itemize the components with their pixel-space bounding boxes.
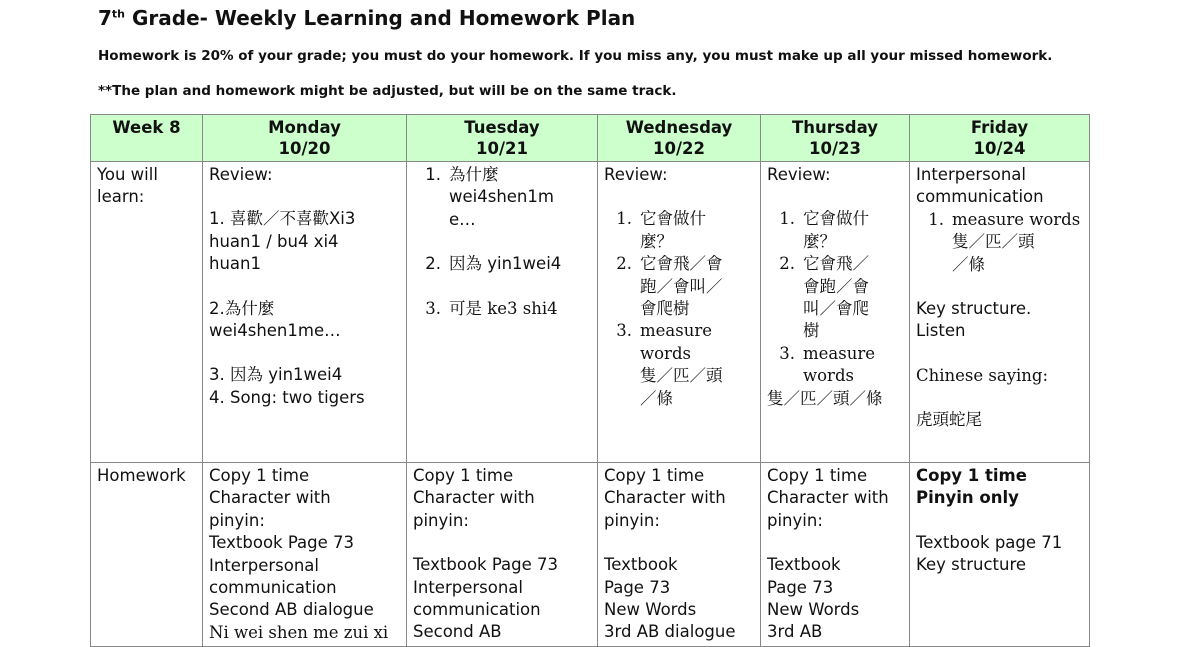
list-item: 2. 它會飛／會 跑／會叫／ 會爬樹 — [616, 254, 723, 319]
table-header-row — [91, 115, 1090, 162]
page-title: 7th Grade- Weekly Learning and Homework Plan — [98, 6, 636, 30]
list-item: 1. 為什麼 wei4shen1m e… — [425, 165, 554, 229]
header-week: Week 8 — [91, 115, 203, 162]
list-item: 3. 可是 ke3 shi4 — [425, 298, 558, 318]
learn-wednesday: Review: 1. 它會做什 麼？ 2. 它會飛／會 跑／會叫／ 會爬樹 3. measure words 隻／匹／頭 ／條 — [598, 162, 761, 463]
header-tuesday: Tuesday 10/21 — [407, 115, 598, 162]
header-friday: Friday 10/24 — [910, 115, 1090, 162]
list-item: 1. 它會做什 麼？ — [616, 209, 706, 251]
homework-tuesday: Copy 1 time Character with pinyin: Textbook Page 73 Interpersonal communication Second AB — [407, 463, 598, 647]
header-wednesday: Wednesday 10/22 — [598, 115, 761, 162]
homework-label: Homework — [91, 463, 203, 647]
homework-monday: Copy 1 time Character with pinyin: Textbook Page 73 Interpersonal communication Second AB dialogue Ni wei shen me zui xi — [203, 463, 407, 647]
weekly-plan-table — [90, 114, 1090, 647]
grade-note: Homework is 20% of your grade; you must do your homework. If you miss any, you must make up all your missed homework. — [98, 48, 1053, 64]
homework-thursday: Copy 1 time Character with pinyin: Textbook Page 73 New Words 3rd AB — [761, 463, 910, 647]
learn-friday: Interpersonal communication 1. measure words 隻／匹／頭 ／條 Key structure. Listen Chinese saying: 虎頭蛇尾 — [910, 162, 1090, 463]
list-item: 3. measure words — [779, 343, 875, 386]
learn-tuesday — [407, 162, 598, 463]
homework-friday: Copy 1 time Pinyin only Textbook page 71 Key structure — [910, 463, 1090, 647]
list-item: 1. measure words 隻／匹／頭 ／條 — [928, 209, 1081, 274]
learn-row — [91, 162, 1090, 463]
list-item: 2. 因為 yin1wei4 — [425, 254, 562, 274]
list-item: 1. 它會做什 麼？ — [779, 209, 869, 251]
learn-monday: Review: 1. 喜歡／不喜歡Xi3 huan1 / bu4 xi4 huan1 2.為什麼 wei4shen1me… 3. 因為 yin1wei4 4. Song: two tigers — [203, 162, 407, 463]
header-thursday: Thursday 10/23 — [761, 115, 910, 162]
homework-row — [91, 463, 1090, 647]
homework-wednesday: Copy 1 time Character with pinyin: Textbook Page 73 New Words 3rd AB dialogue — [598, 463, 761, 647]
learn-label: You will learn: — [91, 162, 203, 463]
header-monday: Monday 10/20 — [203, 115, 407, 162]
list-item: 3. measure words 隻／匹／頭 ／條 — [616, 321, 723, 408]
adjust-note: **The plan and homework might be adjusted, but will be on the same track. — [98, 83, 677, 99]
learn-thursday: Review: 1. 它會做什 麼？ 2. 它會飛／ 會跑／會 叫／會爬 樹 3. measure words 隻／匹／頭／條 — [761, 162, 910, 463]
list-item: 2. 它會飛／ 會跑／會 叫／會爬 樹 — [779, 254, 869, 341]
